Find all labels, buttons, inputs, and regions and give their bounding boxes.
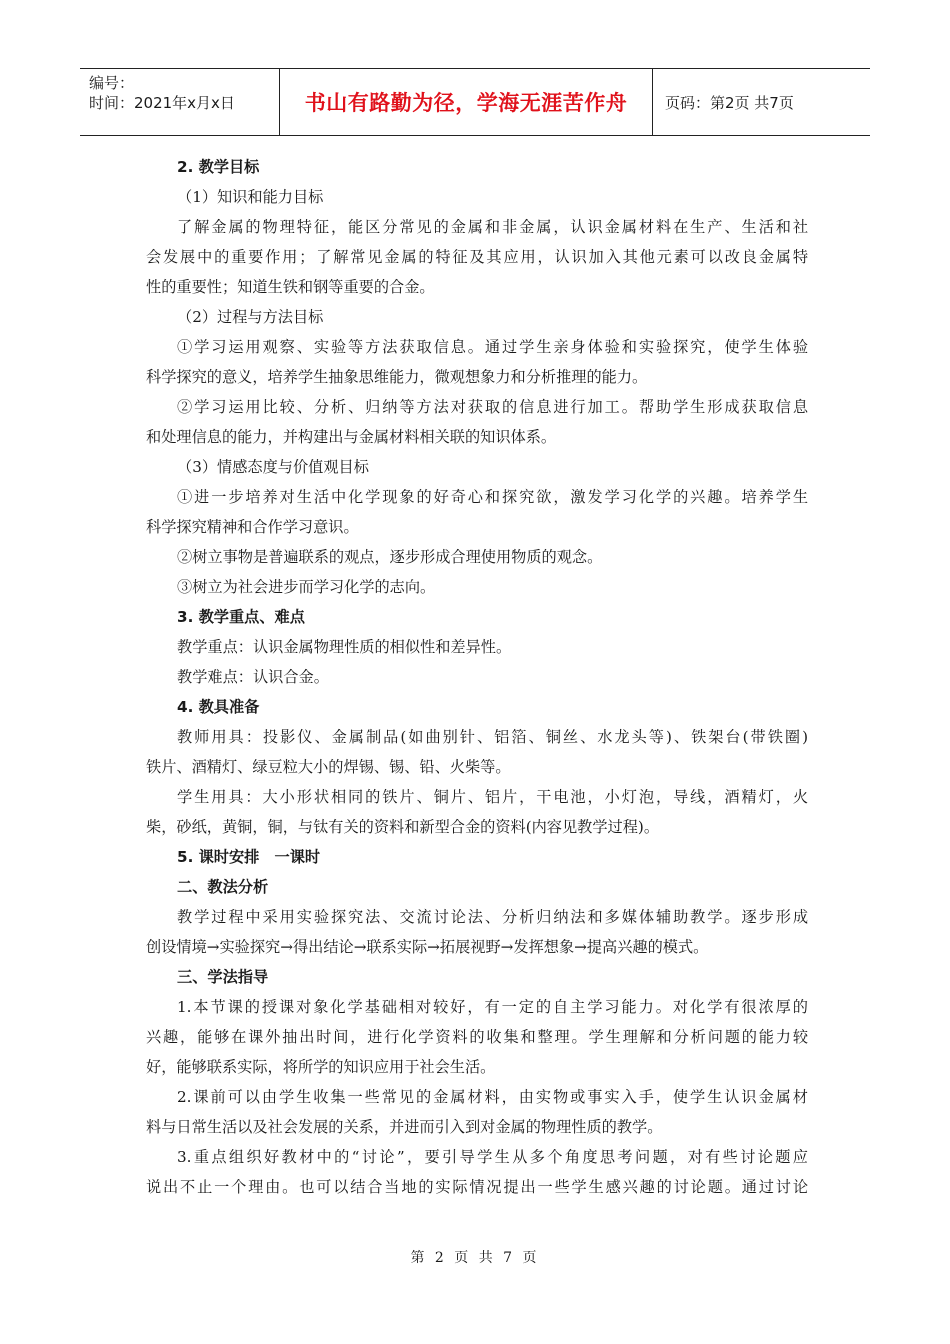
paragraph-line: 3.重点组织好教材中的“讨论”，要引导学生从多个角度思考问题，对有些讨论题应 — [177, 1148, 808, 1166]
paragraph-line: ①学习运用观察、实验等方法获取信息。通过学生亲身体验和实验探究，使学生体验 — [177, 338, 808, 356]
paragraph-line: 教学重点：认识金属物理性质的相似性和差异性。 — [177, 638, 512, 656]
paragraph-line: 料与日常生活以及社会发展的关系，并进而引入到对金属的物理性质的教学。 — [146, 1118, 663, 1136]
paragraph-line: 会发展中的重要作用；了解常见金属的特征及其应用，认识加入其他元素可以改良金属特 — [146, 248, 808, 266]
paragraph-line: 铁片、酒精灯、绿豆粒大小的焊锡、锡、铅、火柴等。 — [146, 758, 511, 776]
paragraph-line: 好，能够联系实际，将所学的知识应用于社会生活。 — [146, 1058, 496, 1076]
date-line: 时间：2021年x月x日 — [89, 94, 235, 112]
header-page-info: 页码：第2页 共7页 — [665, 93, 794, 112]
paragraph-line: 柴，砂纸，黄铜，铜，与钛有关的资料和新型合金的资料(内容见教学过程)。 — [146, 818, 660, 836]
paragraph-line: ①进一步培养对生活中化学现象的好奇心和探究欲，激发学习化学的兴趣。培养学生 — [177, 488, 808, 506]
header-motto: 书山有路勤为径，学海无涯苦作舟 — [280, 69, 653, 135]
paragraph-line: ②学习运用比较、分析、归纳等方法对获取的信息进行加工。帮助学生形成获取信息 — [177, 398, 808, 416]
section-heading: 2. 教学目标 — [177, 158, 260, 176]
document-body — [146, 152, 808, 1202]
paragraph-line: 了解金属的物理特征，能区分常见的金属和非金属，认识金属材料在生产、生活和社 — [177, 218, 808, 236]
section-heading: 二、教法分析 — [177, 878, 269, 896]
section-heading: 5. 课时安排 一课时 — [177, 848, 321, 866]
paragraph-line: 科学探究的意义，培养学生抽象思维能力，微观想象力和分析推理的能力。 — [146, 368, 648, 386]
paragraph-line: 创设情境→实验探究→得出结论→联系实际→拓展视野→发挥想象→提高兴趣的模式。 — [146, 938, 709, 956]
page-footer: 第 2 页 共 7 页 — [410, 1250, 540, 1266]
section-heading: 4. 教具准备 — [177, 698, 260, 716]
subsection-heading: （2）过程与方法目标 — [177, 308, 324, 326]
paragraph-line: 教学过程中采用实验探究法、交流讨论法、分析归纳法和多媒体辅助教学。逐步形成 — [177, 908, 808, 926]
paragraph-line: 性的重要性；知道生铁和钢等重要的合金。 — [146, 278, 435, 296]
paragraph-line: 学生用具：大小形状相同的铁片、铜片、铝片，干电池，小灯泡，导线，酒精灯，火 — [177, 788, 808, 806]
paragraph-line: 科学探究精神和合作学习意识。 — [146, 518, 359, 536]
paragraph-line: 说出不止一个理由。也可以结合当地的实际情况提出一些学生感兴趣的讨论题。通过讨论 — [146, 1178, 808, 1196]
paragraph-line: 2.课前可以由学生收集一些常见的金属材料，由实物或事实入手，使学生认识金属材 — [177, 1088, 808, 1106]
page-header — [80, 68, 870, 136]
paragraph-line: 和处理信息的能力，并构建出与金属材料相关联的知识体系。 — [146, 428, 557, 446]
paragraph-line: ②树立事物是普遍联系的观点，逐步形成合理使用物质的观念。 — [177, 548, 603, 566]
number-label: 编号： — [89, 74, 135, 92]
paragraph-line: 教学难点：认识合金。 — [177, 668, 329, 686]
section-heading: 三、学法指导 — [177, 968, 269, 986]
section-heading: 3. 教学重点、难点 — [177, 608, 305, 626]
paragraph-line: 教师用具：投影仪、金属制品(如曲别针、铝箔、铜丝、水龙头等)、铁架台(带铁圈) — [177, 728, 808, 746]
header-meta — [80, 69, 280, 135]
paragraph-line: 1.本节课的授课对象化学基础相对较好，有一定的自主学习能力。对化学有很浓厚的 — [177, 998, 808, 1016]
paragraph-line: 兴趣，能够在课外抽出时间，进行化学资料的收集和整理。学生理解和分析问题的能力较 — [146, 1028, 808, 1046]
subsection-heading: （1）知识和能力目标 — [177, 188, 324, 206]
paragraph-line: ③树立为社会进步而学习化学的志向。 — [177, 578, 436, 596]
subsection-heading: （3）情感态度与价值观目标 — [177, 458, 369, 476]
